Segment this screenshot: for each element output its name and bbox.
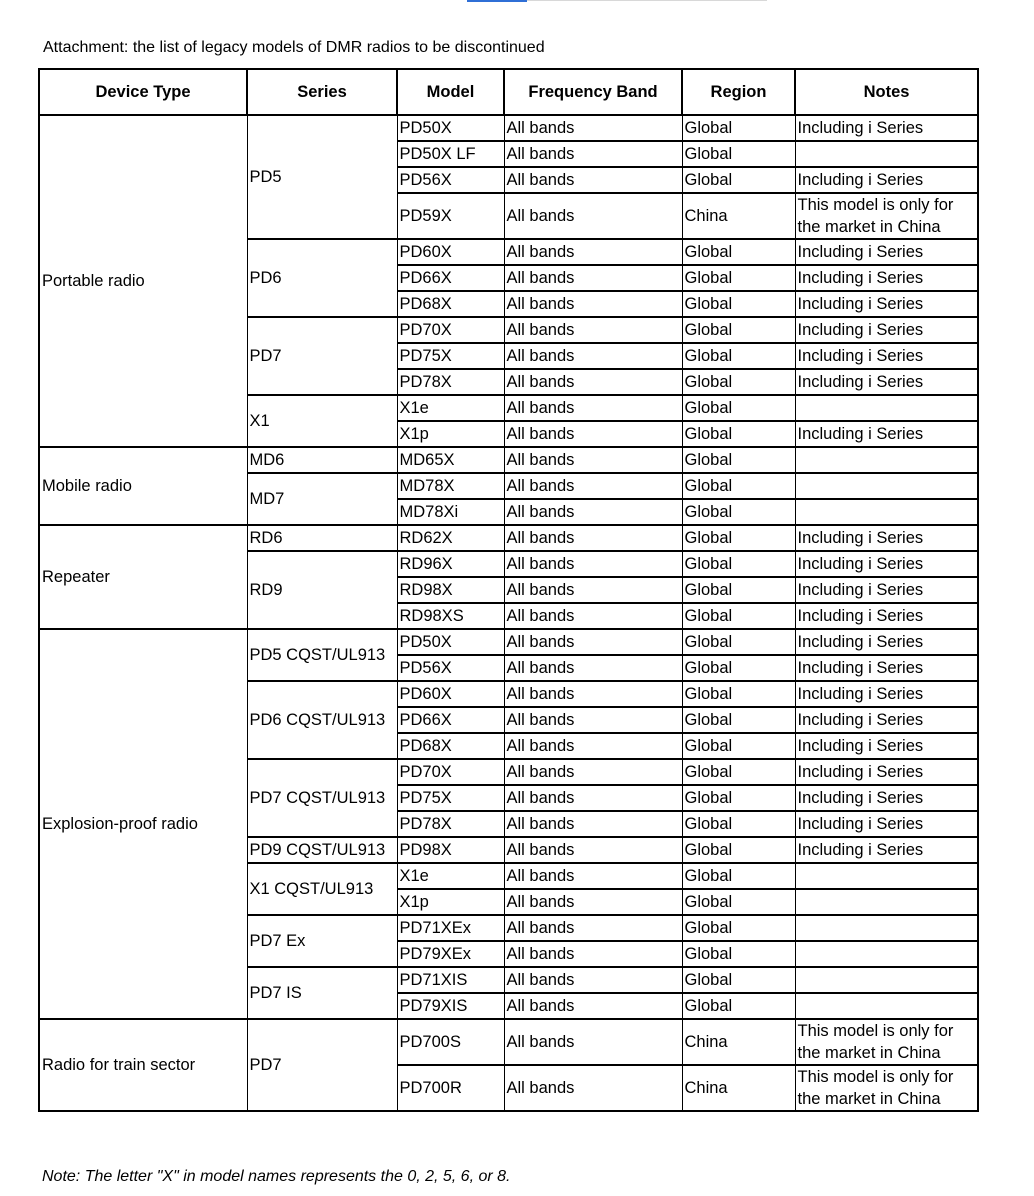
model-cell: PD68X	[397, 291, 504, 317]
notes-cell	[795, 863, 978, 889]
band-cell: All bands	[504, 265, 682, 291]
band-cell: All bands	[504, 317, 682, 343]
region-cell: Global	[682, 499, 795, 525]
series-cell: PD9 CQST/UL913	[247, 837, 397, 863]
band-cell: All bands	[504, 889, 682, 915]
notes-cell	[795, 993, 978, 1019]
notes-cell: This model is only for the market in China	[795, 193, 978, 239]
model-cell: PD79XEx	[397, 941, 504, 967]
notes-cell: Including i Series	[795, 655, 978, 681]
region-cell: Global	[682, 239, 795, 265]
region-cell: China	[682, 1065, 795, 1111]
band-cell: All bands	[504, 707, 682, 733]
region-cell: Global	[682, 785, 795, 811]
notes-cell: Including i Series	[795, 603, 978, 629]
model-cell: RD98X	[397, 577, 504, 603]
notes-cell: Including i Series	[795, 577, 978, 603]
model-cell: PD71XIS	[397, 967, 504, 993]
series-cell: PD7	[247, 1019, 397, 1111]
band-cell: All bands	[504, 655, 682, 681]
band-cell: All bands	[504, 681, 682, 707]
notes-cell: Including i Series	[795, 265, 978, 291]
band-cell: All bands	[504, 369, 682, 395]
band-cell: All bands	[504, 577, 682, 603]
region-cell: Global	[682, 707, 795, 733]
model-cell: PD60X	[397, 681, 504, 707]
region-cell: Global	[682, 141, 795, 167]
header-device-type: Device Type	[39, 69, 247, 115]
band-cell: All bands	[504, 473, 682, 499]
region-cell: Global	[682, 915, 795, 941]
model-cell: PD66X	[397, 265, 504, 291]
region-cell: Global	[682, 863, 795, 889]
model-cell: PD70X	[397, 759, 504, 785]
region-cell: Global	[682, 889, 795, 915]
band-cell: All bands	[504, 941, 682, 967]
notes-cell: Including i Series	[795, 421, 978, 447]
band-cell: All bands	[504, 447, 682, 473]
band-cell: All bands	[504, 863, 682, 889]
model-cell: X1e	[397, 395, 504, 421]
notes-cell: Including i Series	[795, 343, 978, 369]
region-cell: Global	[682, 967, 795, 993]
model-cell: PD98X	[397, 837, 504, 863]
header-frequency-band: Frequency Band	[504, 69, 682, 115]
footnote: Note: The letter "X" in model names represents the 0, 2, 5, 6, or 8.	[42, 1168, 511, 1185]
table-row	[39, 447, 978, 473]
notes-cell: Including i Series	[795, 317, 978, 343]
header-region: Region	[682, 69, 795, 115]
model-cell: PD56X	[397, 655, 504, 681]
region-cell: Global	[682, 421, 795, 447]
notes-cell: Including i Series	[795, 811, 978, 837]
region-cell: Global	[682, 551, 795, 577]
notes-cell	[795, 967, 978, 993]
model-cell: PD60X	[397, 239, 504, 265]
model-cell: PD66X	[397, 707, 504, 733]
model-cell: PD56X	[397, 167, 504, 193]
region-cell: Global	[682, 291, 795, 317]
table-row	[39, 525, 978, 551]
notes-cell: Including i Series	[795, 707, 978, 733]
model-cell: PD79XIS	[397, 993, 504, 1019]
region-cell: Global	[682, 603, 795, 629]
model-cell: PD70X	[397, 317, 504, 343]
notes-cell: Including i Series	[795, 291, 978, 317]
band-cell: All bands	[504, 239, 682, 265]
model-cell: PD59X	[397, 193, 504, 239]
region-cell: Global	[682, 941, 795, 967]
band-cell: All bands	[504, 343, 682, 369]
notes-cell: Including i Series	[795, 759, 978, 785]
model-cell: MD65X	[397, 447, 504, 473]
series-cell: PD7 IS	[247, 967, 397, 1019]
notes-cell: Including i Series	[795, 167, 978, 193]
model-cell: RD98XS	[397, 603, 504, 629]
band-cell: All bands	[504, 629, 682, 655]
region-cell: Global	[682, 681, 795, 707]
notes-cell	[795, 141, 978, 167]
model-cell: PD71XEx	[397, 915, 504, 941]
model-cell: PD75X	[397, 785, 504, 811]
region-cell: Global	[682, 447, 795, 473]
region-cell: Global	[682, 167, 795, 193]
band-cell: All bands	[504, 733, 682, 759]
model-cell: X1p	[397, 889, 504, 915]
table-row	[39, 1019, 978, 1065]
notes-cell: This model is only for the market in China	[795, 1019, 978, 1065]
region-cell: Global	[682, 655, 795, 681]
region-cell: Global	[682, 343, 795, 369]
series-cell: PD7	[247, 317, 397, 395]
band-cell: All bands	[504, 837, 682, 863]
series-cell: PD6 CQST/UL913	[247, 681, 397, 759]
band-cell: All bands	[504, 395, 682, 421]
notes-cell	[795, 473, 978, 499]
region-cell: Global	[682, 115, 795, 141]
notes-cell: Including i Series	[795, 629, 978, 655]
series-cell: MD7	[247, 473, 397, 525]
model-cell: PD700R	[397, 1065, 504, 1111]
series-cell: PD5 CQST/UL913	[247, 629, 397, 681]
notes-cell: Including i Series	[795, 733, 978, 759]
region-cell: Global	[682, 733, 795, 759]
header-notes: Notes	[795, 69, 978, 115]
model-cell: PD50X	[397, 629, 504, 655]
model-cell: MD78X	[397, 473, 504, 499]
model-cell: RD62X	[397, 525, 504, 551]
series-cell: PD6	[247, 239, 397, 317]
region-cell: China	[682, 193, 795, 239]
model-cell: PD78X	[397, 811, 504, 837]
region-cell: Global	[682, 369, 795, 395]
region-cell: Global	[682, 629, 795, 655]
notes-cell: Including i Series	[795, 115, 978, 141]
table-row	[39, 629, 978, 655]
series-cell: PD5	[247, 115, 397, 239]
series-cell: X1	[247, 395, 397, 447]
notes-cell: Including i Series	[795, 239, 978, 265]
scroll-accent	[467, 0, 527, 2]
band-cell: All bands	[504, 967, 682, 993]
notes-cell	[795, 889, 978, 915]
model-cell: X1p	[397, 421, 504, 447]
region-cell: Global	[682, 525, 795, 551]
region-cell: Global	[682, 837, 795, 863]
model-cell: PD68X	[397, 733, 504, 759]
band-cell: All bands	[504, 551, 682, 577]
band-cell: All bands	[504, 1065, 682, 1111]
band-cell: All bands	[504, 193, 682, 239]
region-cell: China	[682, 1019, 795, 1065]
band-cell: All bands	[504, 785, 682, 811]
series-cell: RD9	[247, 551, 397, 629]
series-cell: PD7 CQST/UL913	[247, 759, 397, 837]
band-cell: All bands	[504, 993, 682, 1019]
device-type-cell: Radio for train sector	[39, 1019, 247, 1111]
notes-cell: Including i Series	[795, 837, 978, 863]
region-cell: Global	[682, 577, 795, 603]
band-cell: All bands	[504, 141, 682, 167]
notes-cell: Including i Series	[795, 369, 978, 395]
notes-cell: Including i Series	[795, 551, 978, 577]
region-cell: Global	[682, 993, 795, 1019]
region-cell: Global	[682, 265, 795, 291]
region-cell: Global	[682, 473, 795, 499]
band-cell: All bands	[504, 603, 682, 629]
notes-cell: Including i Series	[795, 681, 978, 707]
notes-cell: This model is only for the market in China	[795, 1065, 978, 1111]
band-cell: All bands	[504, 915, 682, 941]
notes-cell	[795, 941, 978, 967]
series-cell: X1 CQST/UL913	[247, 863, 397, 915]
band-cell: All bands	[504, 291, 682, 317]
top-scroll-indicator	[0, 0, 1034, 2]
band-cell: All bands	[504, 115, 682, 141]
model-cell: MD78Xi	[397, 499, 504, 525]
model-cell: PD700S	[397, 1019, 504, 1065]
table-row	[39, 115, 978, 141]
attachment-title: Attachment: the list of legacy models of DMR radios to be discontinued	[43, 39, 545, 56]
band-cell: All bands	[504, 525, 682, 551]
series-cell: MD6	[247, 447, 397, 473]
header-series: Series	[247, 69, 397, 115]
device-type-cell: Portable radio	[39, 115, 247, 447]
band-cell: All bands	[504, 499, 682, 525]
scroll-track	[527, 0, 767, 1]
table-header-row	[39, 69, 978, 115]
notes-cell	[795, 499, 978, 525]
model-cell: RD96X	[397, 551, 504, 577]
notes-cell: Including i Series	[795, 785, 978, 811]
notes-cell	[795, 915, 978, 941]
notes-cell	[795, 447, 978, 473]
model-cell: PD75X	[397, 343, 504, 369]
band-cell: All bands	[504, 811, 682, 837]
device-type-cell: Repeater	[39, 525, 247, 629]
region-cell: Global	[682, 759, 795, 785]
region-cell: Global	[682, 395, 795, 421]
device-type-cell: Explosion-proof radio	[39, 629, 247, 1019]
model-cell: X1e	[397, 863, 504, 889]
notes-cell	[795, 395, 978, 421]
series-cell: PD7 Ex	[247, 915, 397, 967]
header-model: Model	[397, 69, 504, 115]
region-cell: Global	[682, 811, 795, 837]
series-cell: RD6	[247, 525, 397, 551]
band-cell: All bands	[504, 167, 682, 193]
band-cell: All bands	[504, 1019, 682, 1065]
notes-cell: Including i Series	[795, 525, 978, 551]
model-cell: PD78X	[397, 369, 504, 395]
device-type-cell: Mobile radio	[39, 447, 247, 525]
model-cell: PD50X	[397, 115, 504, 141]
legacy-models-table	[38, 68, 979, 1112]
model-cell: PD50X LF	[397, 141, 504, 167]
region-cell: Global	[682, 317, 795, 343]
band-cell: All bands	[504, 759, 682, 785]
band-cell: All bands	[504, 421, 682, 447]
